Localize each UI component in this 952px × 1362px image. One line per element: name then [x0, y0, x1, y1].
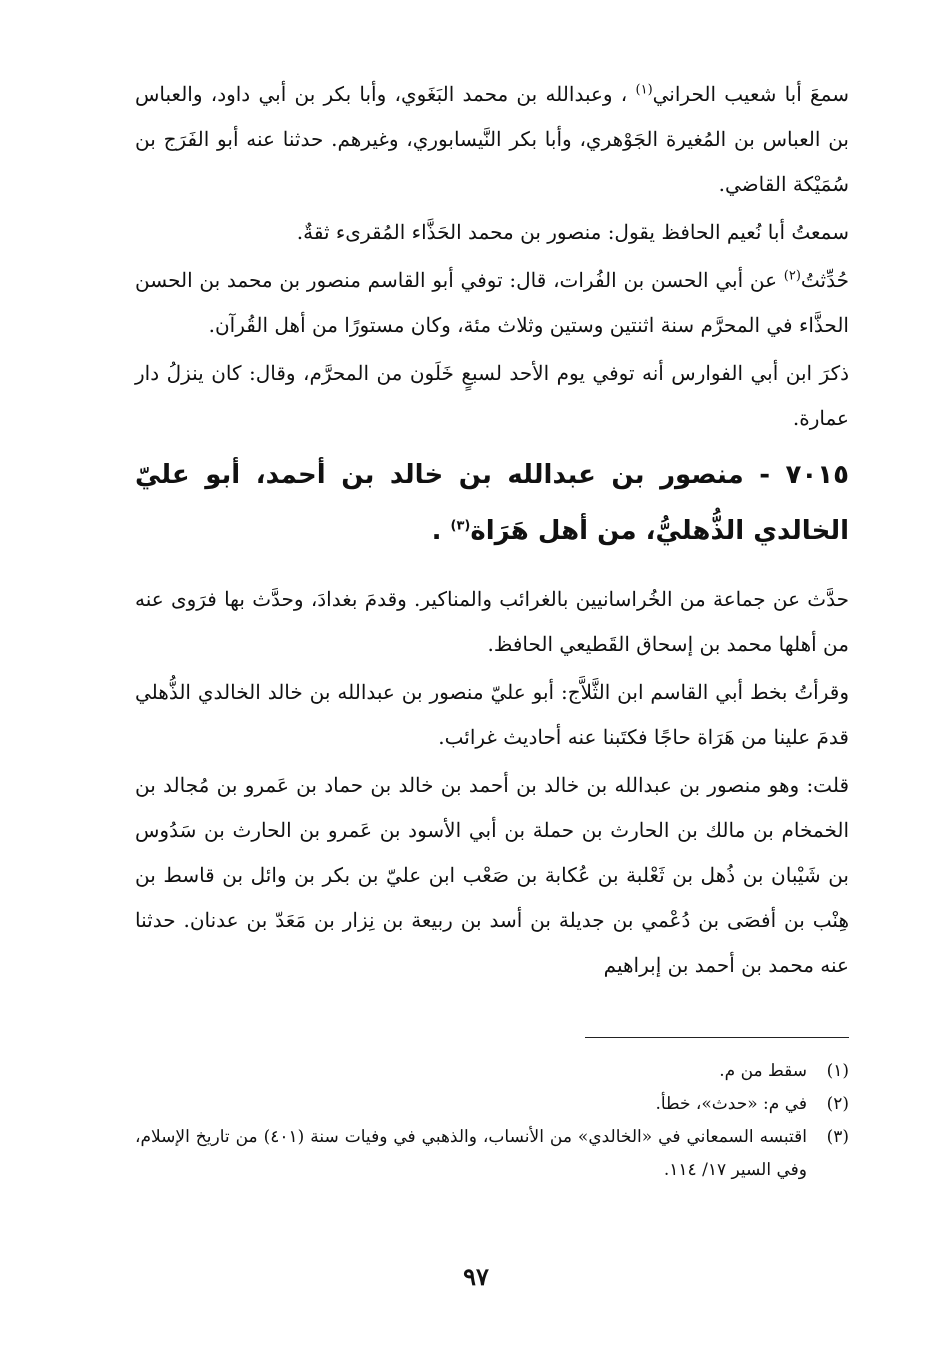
- footnote-1-text: سقط من م.: [719, 1061, 807, 1081]
- footnote-1-number: (١): [826, 1061, 849, 1081]
- main-text: [135, 72, 849, 991]
- entry-heading-end: .: [431, 516, 451, 546]
- paragraph-6-text: وقرأتُ بخط أبي القاسم ابن الثَّلاَّج: أبو عليّ منصور بن عبدالله بن خالد الخالدي الذُّهلي قدمَ علينا من هَرَاة حاجًا فكتَبنا عنه أحاديث غرائب.: [135, 680, 849, 749]
- entry-heading: [135, 447, 849, 559]
- footnote-divider: [585, 1037, 849, 1038]
- paragraph-4: [135, 351, 849, 441]
- entry-heading-text: ٧٠١٥ - منصور بن عبدالله بن خالد بن أحمد، أبو عليّ الخالدي الذُّهليُّ، من أهل هَرَاة: [135, 460, 849, 546]
- page-number: ٩٧: [463, 1262, 489, 1291]
- paragraph-7: [135, 763, 849, 988]
- footnote-3: [135, 1121, 849, 1187]
- paragraph-1-text-b: ، وعبدالله بن محمد البَغَوي، وأبا بكر بن أبي داود، والعباس بن العباس بن المُغيرة الجَوْهري، وأبا بكر النَّيسابوري، وغيرهم. حدثنا عنه أبو الفَرَج بن سُمَيْكة القاضي.: [135, 82, 849, 196]
- footnote-3-text: اقتبسه السمعاني في «الخالدي» من الأنساب، والذهبي في وفيات سنة (٤٠١) من تاريخ الإسلام، وفي السير ١٧/ ١١٤.: [135, 1127, 807, 1180]
- footnote-ref-3: (٣): [450, 518, 471, 534]
- paragraph-3-text-a: حُدِّثتُ: [800, 268, 849, 292]
- footnote-2-text: في م: «حدث»، خطأ.: [655, 1094, 807, 1114]
- paragraph-5-text: حدَّث عن جماعة من الخُراسانيين بالغرائب والمناكير. وقدمَ بغدادَ، وحدَّث بها فرَوى عنه من أهلها محمد بن إسحاق القَطيعي الحافظ.: [135, 587, 849, 656]
- paragraph-5: [135, 577, 849, 667]
- paragraph-3: [135, 258, 849, 348]
- footnote-2-number: (٢): [826, 1094, 849, 1114]
- paragraph-7-text: قلت: وهو منصور بن عبدالله بن خالد بن أحمد بن خالد بن حماد بن عَمرو بن مُجالد بن الخمخام بن مالك بن الحارث بن حملة بن أبي الأسود بن عَمرو بن الحارث بن سَدُوس بن شَيْبان بن ذُهل بن ثَعْلبة بن عُكابة بن صَعْب ابن عليّ بن بكر بن وائل بن قاسط بن هِنْب بن أفصَى بن دُعْمي بن جديلة بن أسد بن ربيعة بن نِزار بن مَعَدّ بن عدنان. حدثنا عنه محمد بن أحمد بن إبراهيم: [135, 773, 849, 977]
- paragraph-4-text: ذكرَ ابن أبي الفوارس أنه توفي يوم الأحد لسبعٍ خَلَون من المحرَّم، وقال: كان ينزلُ دار عمارة.: [135, 361, 849, 430]
- footnote-1: [135, 1055, 849, 1088]
- footnotes: [135, 1055, 849, 1187]
- footnote-2: [135, 1088, 849, 1121]
- paragraph-3-text-b: عن أبي الحسن بن الفُرات، قال: توفي أبو القاسم منصور بن محمد بن الحسن الحذَّاء في المحرَّم سنة اثنتين وستين وثلاث مئة، وكان مستورًا من أهل القُرآن.: [135, 268, 849, 337]
- footnote-3-number: (٣): [826, 1127, 849, 1147]
- paragraph-1-text-a: سمعَ أبا شعيب الحراني: [652, 82, 849, 106]
- footnote-ref-1: (١): [635, 82, 653, 98]
- footnote-ref-2: (٢): [783, 268, 801, 284]
- paragraph-2: [135, 210, 849, 255]
- paragraph-1: [135, 72, 849, 207]
- paragraph-2-text: سمعتُ أبا نُعيم الحافظ يقول: منصور بن محمد الحَذَّاء المُقرىء ثقةٌ.: [296, 220, 849, 244]
- paragraph-6: [135, 670, 849, 760]
